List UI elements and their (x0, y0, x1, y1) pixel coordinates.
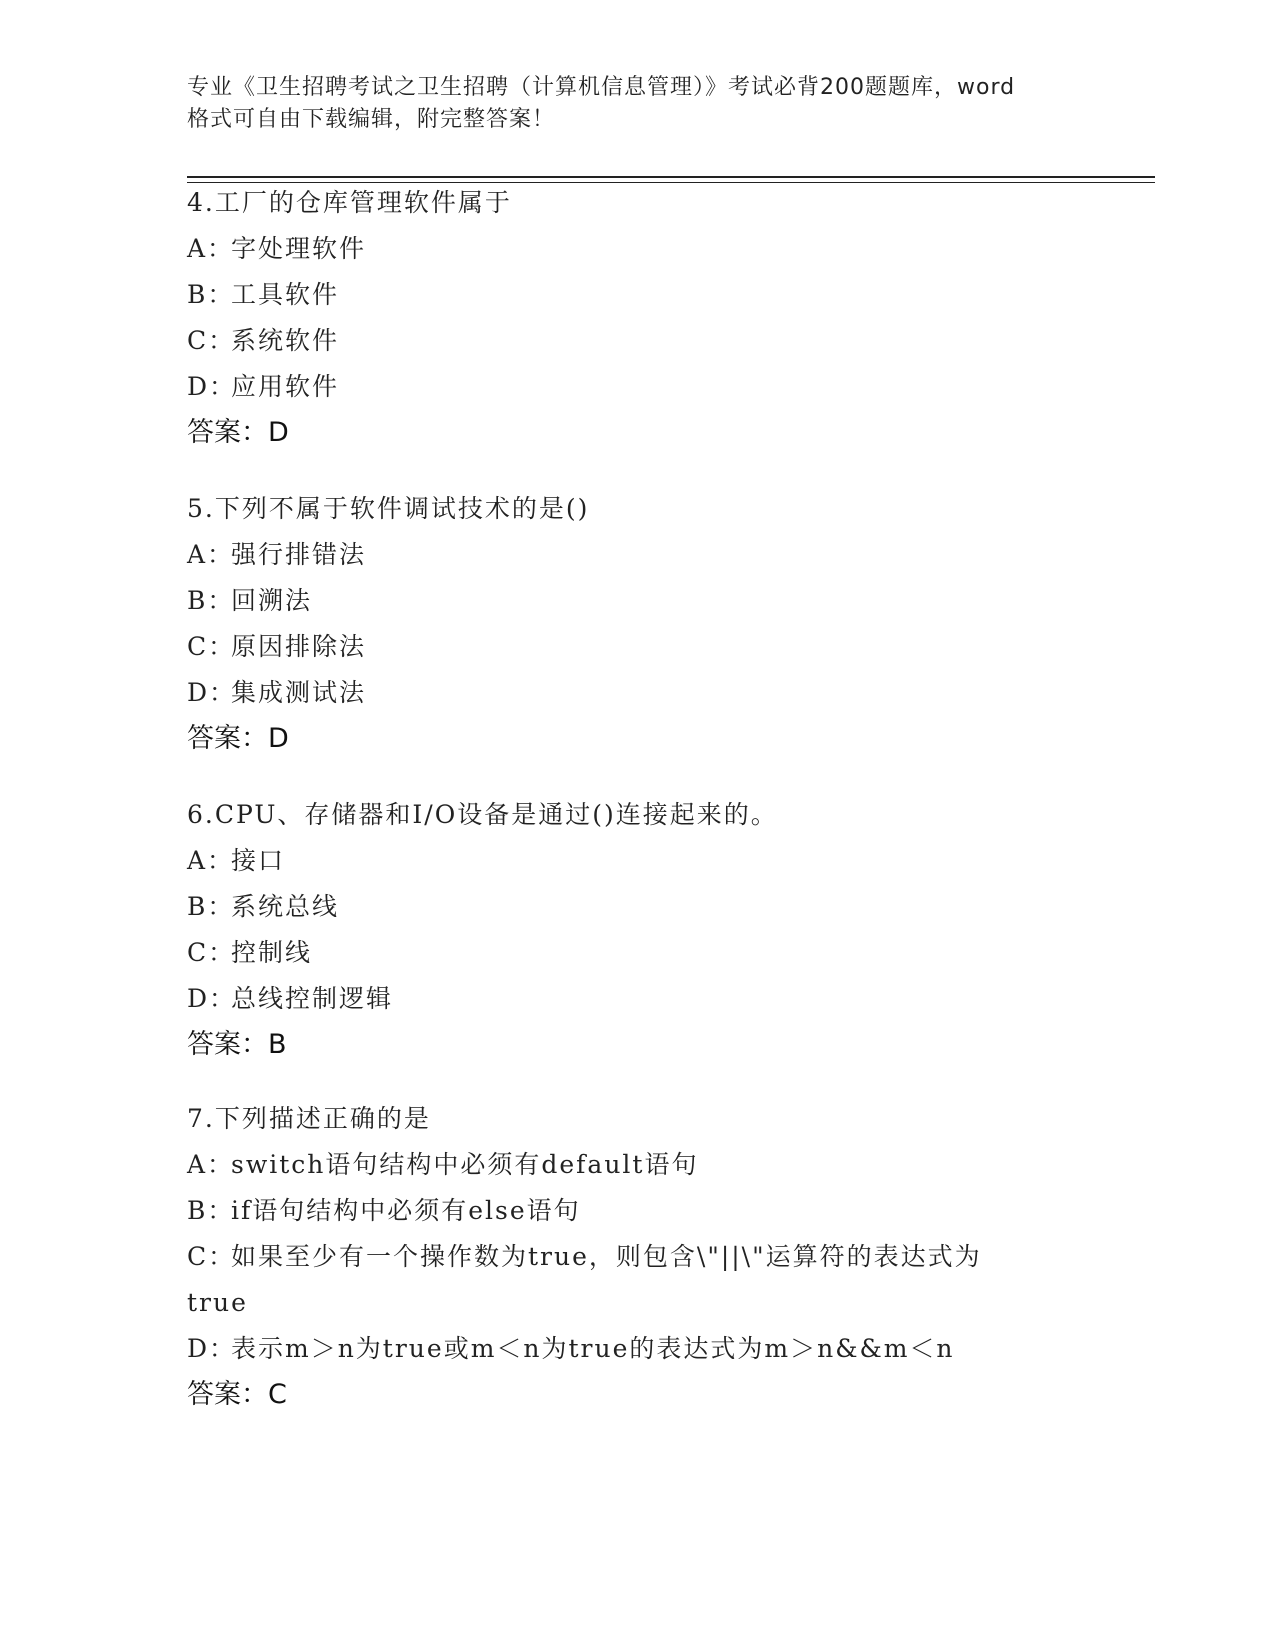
option-d (187, 976, 1087, 1022)
question-title: 6.CPU、存储器和I/O设备是通过()连接起来的。 (187, 800, 778, 829)
option-label: A： (187, 540, 235, 569)
option-label: D： (187, 678, 237, 707)
question-block (187, 180, 1087, 456)
option-text: 集成测试法 (231, 678, 367, 707)
option-label: A： (187, 1150, 235, 1179)
answer-line: 答案：C (187, 1379, 287, 1410)
option-c (187, 624, 1087, 670)
header-line-2: 格式可自由下载编辑，附完整答案！ (187, 107, 556, 132)
option-text: switch语句结构中必须有default语句 (231, 1150, 699, 1179)
option-label: C： (187, 326, 236, 355)
question-title: 7.下列描述正确的是 (187, 1104, 431, 1133)
option-text: 表示m＞n为true或m＜n为true的表达式为m＞n&&m＜n (231, 1334, 955, 1363)
question-block (187, 486, 1087, 762)
option-text: 系统软件 (231, 326, 340, 355)
option-b (187, 884, 1087, 930)
option-b (187, 1188, 1087, 1234)
option-c (187, 930, 1087, 976)
answer-line: 答案：B (187, 1029, 287, 1060)
option-a (187, 1142, 1087, 1188)
option-text: 如果至少有一个操作数为true，则包含\"||\"运算符的表达式为 (231, 1242, 982, 1271)
option-text: 原因排除法 (231, 632, 367, 661)
option-label: C： (187, 938, 236, 967)
header-divider-thick (187, 176, 1155, 178)
option-d (187, 1326, 1087, 1372)
option-text: 系统总线 (231, 892, 340, 921)
option-text: 总线控制逻辑 (231, 984, 394, 1013)
option-label: C： (187, 1242, 236, 1271)
question-title: 4.工厂的仓库管理软件属于 (187, 188, 512, 217)
question-block (187, 792, 1087, 1068)
option-b (187, 578, 1087, 624)
answer-line: 答案：D (187, 723, 289, 754)
option-text: 回溯法 (231, 586, 313, 615)
option-text: 工具软件 (231, 280, 340, 309)
option-text: 接口 (231, 846, 286, 875)
option-a (187, 838, 1087, 884)
option-label: B： (187, 586, 235, 615)
header-line-1: 专业《卫生招聘考试之卫生招聘（计算机信息管理）》考试必背200题题库，word (187, 75, 1016, 100)
option-c (187, 318, 1087, 364)
option-text: 字处理软件 (231, 234, 367, 263)
option-text: 应用软件 (231, 372, 340, 401)
option-d (187, 670, 1087, 716)
option-text: 强行排错法 (231, 540, 367, 569)
option-label: A： (187, 846, 235, 875)
option-label: D： (187, 984, 237, 1013)
option-text: if语句结构中必须有else语句 (231, 1196, 581, 1225)
option-a (187, 532, 1087, 578)
option-label: B： (187, 892, 235, 921)
option-label: C： (187, 632, 236, 661)
option-label: D： (187, 372, 237, 401)
option-c-continuation: true (187, 1288, 248, 1317)
option-label: B： (187, 280, 235, 309)
option-c (187, 1234, 1087, 1280)
option-text: 控制线 (231, 938, 313, 967)
option-b (187, 272, 1087, 318)
option-label: D： (187, 1334, 237, 1363)
option-d (187, 364, 1087, 410)
document-header (187, 72, 1087, 136)
option-label: B： (187, 1196, 235, 1225)
answer-line: 答案：D (187, 417, 289, 448)
question-title: 5.下列不属于软件调试技术的是() (187, 494, 590, 523)
option-label: A： (187, 234, 235, 263)
question-block (187, 1096, 1087, 1418)
option-a (187, 226, 1087, 272)
